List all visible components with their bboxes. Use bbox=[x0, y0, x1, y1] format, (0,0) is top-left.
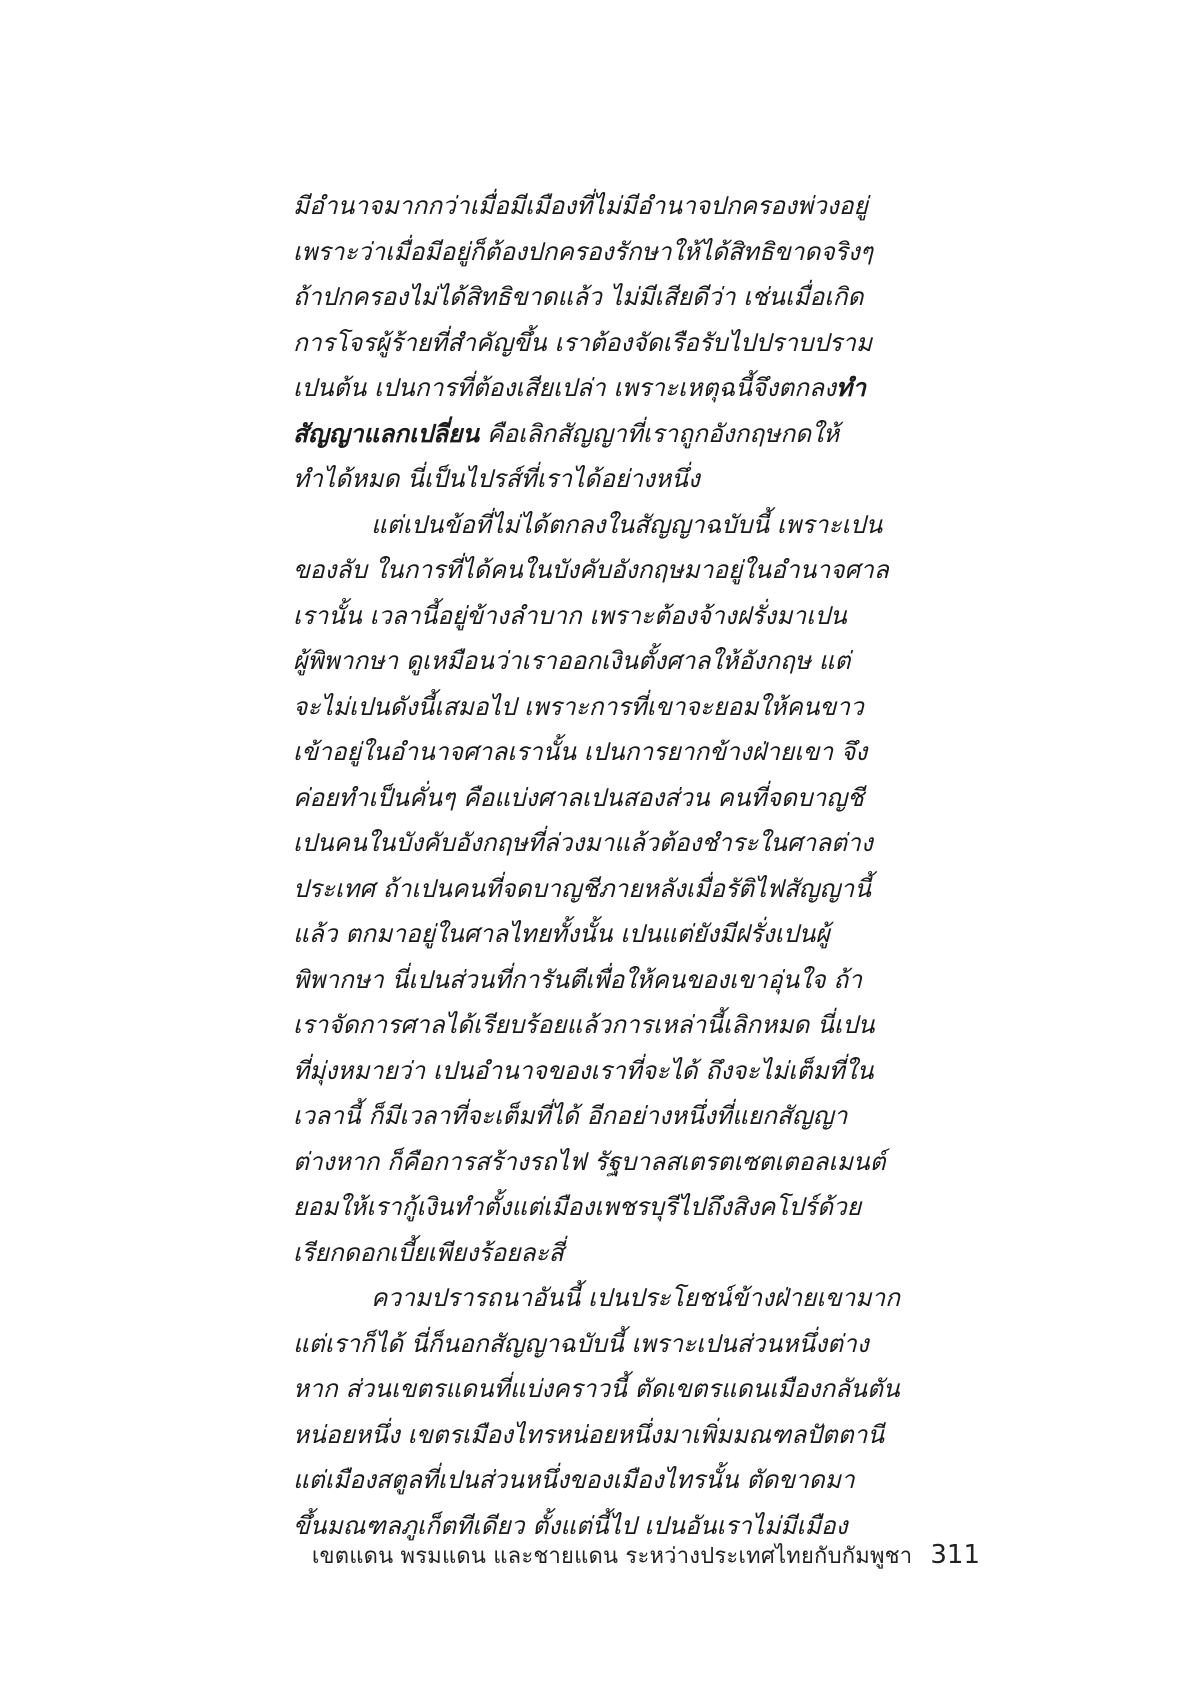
body-text bbox=[293, 183, 923, 1548]
text-line: ทำได้หมด นี่เป็นไปรส์ที่เราได้อย่างหนึ่ง bbox=[293, 464, 700, 493]
text-line: แต่เมืองสตูลที่เปนส่วนหนึ่งของเมืองไทรนั้น ตัดขาดมา bbox=[293, 1465, 855, 1494]
text-line: แต่เราก็ได้ นี่ก็นอกสัญญาฉบับนี้ เพราะเปนส่วนหนึ่งต่าง bbox=[293, 1328, 869, 1358]
paragraph-first-line: แต่เปนข้อที่ไม่ได้ตกลงในสัญญาฉบับนี้ เพราะเปน bbox=[371, 509, 883, 539]
text-line: เรียกดอกเบี้ยเพียงร้อยละสี่ bbox=[293, 1237, 564, 1267]
text-line: ต่างหาก ก็คือการสร้างรถไฟ รัฐบาลสเตรตเซตเตอลเมนต์ bbox=[293, 1146, 886, 1176]
text-line: เพราะว่าเมื่อมีอยู่ก็ต้องปกครองรักษาให้ได้สิทธิขาดจริงๆ bbox=[293, 236, 873, 266]
text-line: เวลานี้ ก็มีเวลาที่จะเต็มที่ได้ อีกอย่างหนึ่งที่แยกสัญญา bbox=[293, 1101, 848, 1130]
text-line: มีอำนาจมากกว่าเมื่อมีเมืองที่ไม่มีอำนาจปกครองพ่วงอยู่ bbox=[293, 191, 868, 220]
bold-text: ทำ bbox=[835, 373, 866, 402]
running-title: เขตแดน พรมแดน และชายแดน ระหว่างประเทศไทยกับกัมพูชา bbox=[311, 1544, 913, 1569]
text-line: ยอมให้เรากู้เงินทำตั้งแต่เมืองเพชรบุรีไปถึงสิงคโปร์ด้วย bbox=[293, 1192, 862, 1221]
text-line: พิพากษา นี่เปนส่วนที่การันตีเพื่อให้คนของเขาอุ่นใจ ถ้า bbox=[293, 964, 862, 994]
text-line: หน่อยหนึ่ง เขตรเมืองไทรหน่อยหนึ่งมาเพิ่มมณฑลปัตตานี bbox=[293, 1419, 885, 1449]
text-line: เข้าอยู่ในอำนาจศาลเรานั้น เปนการยากข้างฝ่ายเขา จึง bbox=[293, 737, 868, 766]
page-number: 311 bbox=[930, 1540, 980, 1570]
text-line: ที่มุ่งหมายว่า เปนอำนาจของเราที่จะได้ ถึงจะไม่เต็มที่ใน bbox=[293, 1055, 874, 1085]
text-line: ของลับ ในการที่ได้คนในบังคับอังกฤษมาอยู่ในอำนาจศาล bbox=[293, 555, 889, 584]
text-line: ถ้าปกครองไม่ได้สิทธิขาดแล้ว ไม่มีเสียดีว่า เช่นเมื่อเกิด bbox=[293, 282, 864, 311]
text-line: เราจัดการศาลได้เรียบร้อยแล้วการเหล่านี้เลิกหมด นี่เปน bbox=[293, 1010, 875, 1039]
text-line: เรานั้น เวลานี้อยู่ข้างลำบาก เพราะต้องจ้างฝรั่งมาเปน bbox=[293, 600, 847, 630]
text-line bbox=[293, 411, 923, 457]
paragraph-first-line: ความปรารถนาอันนี้ เปนประโยชน์ข้างฝ่ายเขามาก bbox=[371, 1283, 901, 1312]
text-line: จะไม่เปนดังนี้เสมอไป เพราะการที่เขาจะยอมให้คนขาว bbox=[293, 691, 864, 721]
text-line bbox=[293, 365, 923, 411]
text-line: ผู้พิพากษา ดูเหมือนว่าเราออกเงินตั้งศาลให้อังกฤษ แต่ bbox=[293, 646, 851, 675]
text-segment: เปนต้น เปนการที่ต้องเสียเปล่า เพราะเหตุฉนี้จึงตกลง bbox=[293, 373, 836, 402]
text-line: เปนคนในบังคับอังกฤษที่ล่วงมาแล้วต้องชำระในศาลต่าง bbox=[293, 828, 873, 857]
text-line: ค่อยทำเป็นคั่นๆ คือแบ่งศาลเปนสองส่วน คนที่จดบาญชี bbox=[293, 782, 864, 812]
text-segment: คือเลิกสัญญาที่เราถูกอังกฤษกดให้ bbox=[479, 418, 840, 448]
text-line: ประเทศ ถ้าเปนคนที่จดบาญชีภายหลังเมื่อรัติไฟสัญญานี้ bbox=[293, 873, 871, 903]
text-line: ขึ้นมณฑลภูเก็ตทีเดียว ตั้งแต่นี้ไป เปนอันเราไม่มีเมือง bbox=[293, 1510, 848, 1540]
text-line: หาก ส่วนเขตรแดนที่แบ่งคราวนี้ ตัดเขตรแดนเมืองกลันตัน bbox=[293, 1374, 900, 1403]
page-footer bbox=[300, 1538, 980, 1578]
text-line: แล้ว ตกมาอยู่ในศาลไทยทั้งนั้น เปนแต่ยังมีฝรั่งเปนผู้ bbox=[293, 919, 830, 948]
text-line: การโจรผู้ร้ายที่สำคัญขึ้น เราต้องจัดเรือรับไปปราบปราม bbox=[293, 327, 873, 357]
bold-text: สัญญาแลกเปลี่ยน bbox=[293, 418, 480, 448]
